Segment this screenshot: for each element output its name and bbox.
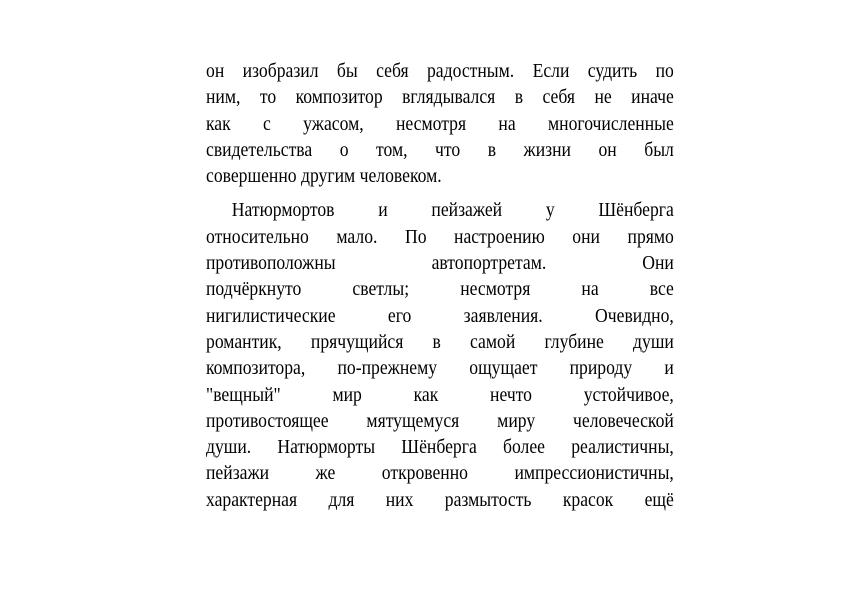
text-line: свидетельства о том, что в жизни он был bbox=[206, 138, 674, 161]
paragraph-2 bbox=[206, 197, 674, 513]
text-line: относительно мало. По настроению они прямо bbox=[206, 225, 674, 248]
text-line: нигилистические его заявления. Очевидно, bbox=[206, 304, 674, 327]
text-line: он изобразил бы себя радостным. Если судить по bbox=[206, 60, 674, 82]
text-line: совершенно другим человеком. bbox=[206, 165, 442, 188]
text-line: романтик, прячущийся в самой глубине души bbox=[206, 330, 674, 353]
text-line: характерная для них размытость красок ещё bbox=[206, 488, 674, 511]
text-line: пейзажи же откровенно импрессионистичны, bbox=[206, 462, 674, 485]
text-line: композитора, по-прежнему ощущает природу и bbox=[206, 357, 674, 380]
text-line: Натюрмортов и пейзажей у Шёнберга bbox=[231, 199, 674, 222]
text-line: противоположны автопортретам. Они bbox=[206, 252, 674, 275]
text-line: подчёркнуто светлы; несмотря на все bbox=[206, 278, 674, 301]
text-line: "вещный" мир как нечто устойчивое, bbox=[206, 383, 674, 406]
text-line: как с ужасом, несмотря на многочисленные bbox=[206, 112, 674, 135]
text-line: противостоящее мятущемуся миру человеческой bbox=[206, 409, 674, 432]
text-line: души. Натюрморты Шёнберга более реалистичны, bbox=[206, 436, 674, 459]
body-text bbox=[206, 58, 674, 513]
paragraph-1 bbox=[206, 58, 674, 189]
text-line: ним, то композитор вглядывался в себя не иначе bbox=[206, 86, 674, 109]
